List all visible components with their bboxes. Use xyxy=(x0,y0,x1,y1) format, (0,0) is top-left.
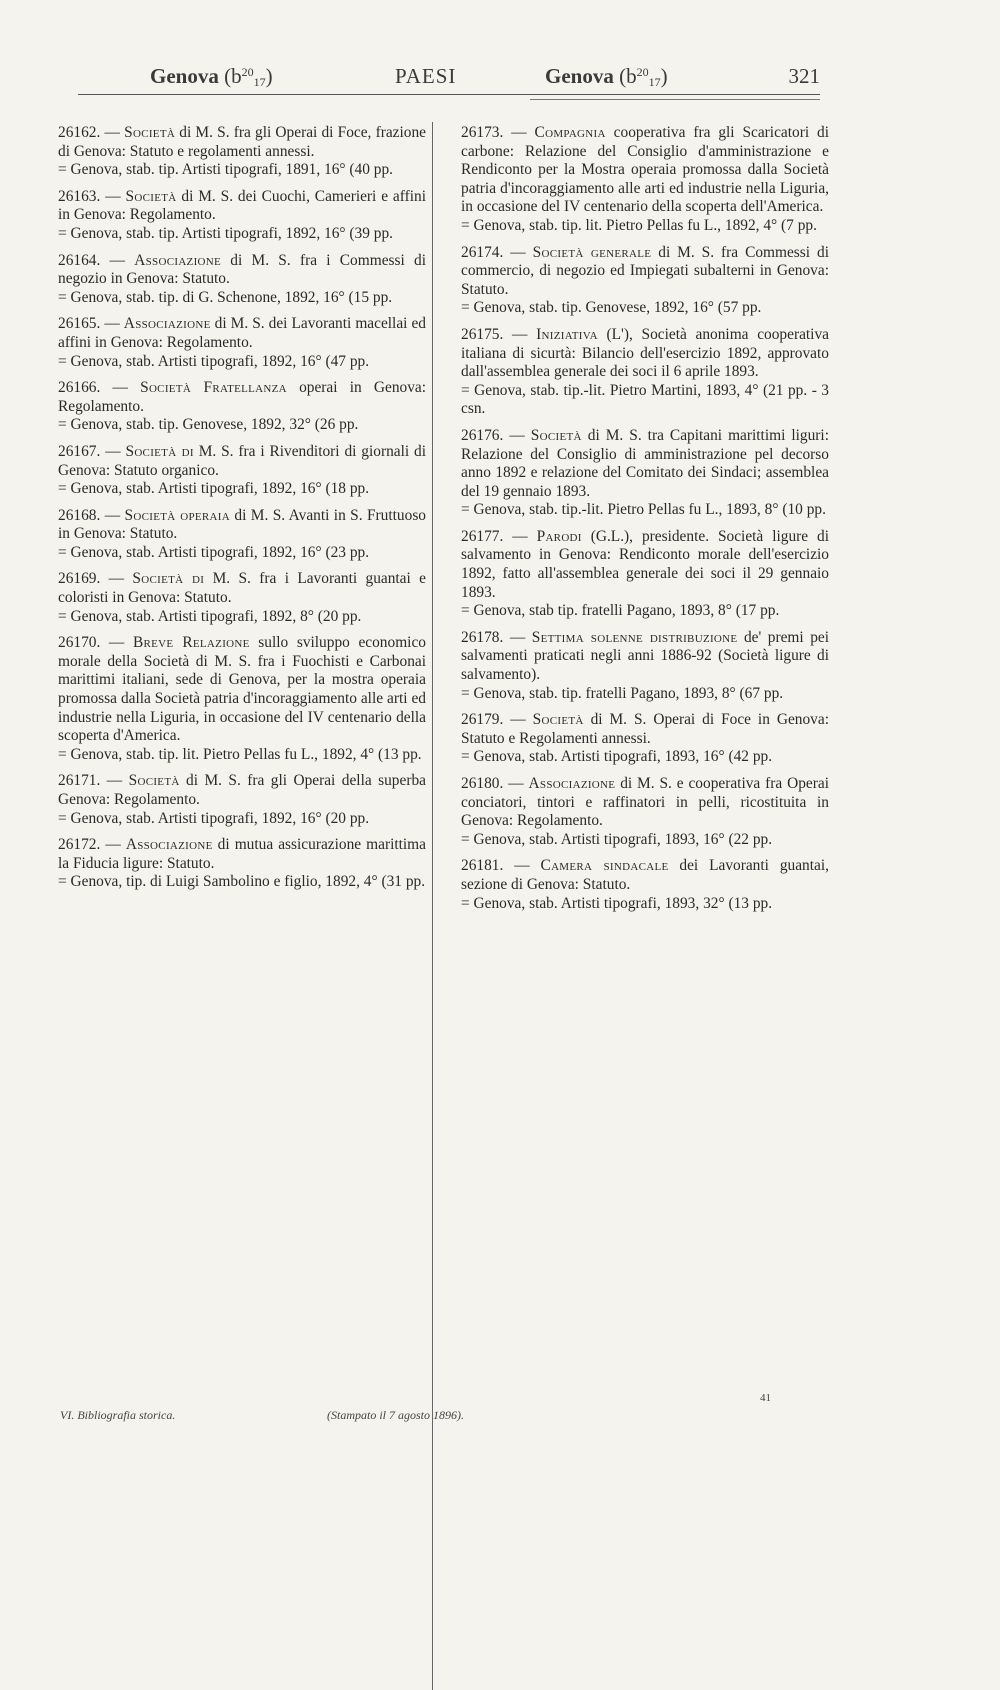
header-rule-secondary xyxy=(530,99,820,100)
bibliography-entry xyxy=(58,379,426,435)
running-head-right-place: Genova xyxy=(545,64,614,88)
bibliography-entry xyxy=(58,570,426,626)
entry-imprint: = Genova, stab. tip. Genovese, 1892, 32° (26 pp. xyxy=(58,416,359,434)
entry-heading: Associazione xyxy=(528,775,616,792)
entry-title: operai in Genova: Regolamento. xyxy=(58,379,427,415)
entry-title: di M. S. fra Commessi di commercio, di negozio ed Impiegati subalterni in Genova: Statuto. xyxy=(461,243,829,298)
entry-heading: Società xyxy=(124,124,176,141)
entry-title: cooperativa fra gli Scaricatori di carbone: Relazione del Consiglio d'amministrazione e Rendiconto per la Mostra operaia promossa dalla Società patria d'incoraggiamento alle arti ed industrie nella Liguria, in occasione del IV centenario della scoperta dell'America. xyxy=(461,124,829,216)
entry-number: 26172. — xyxy=(58,836,126,854)
bibliography-entry xyxy=(58,507,426,563)
entry-imprint: = Genova, stab. Artisti tipografi, 1892, 16° (47 pp. xyxy=(58,352,370,370)
entry-title: de' premi pei salvamenti praticati negli anni 1886-92 (Società ligure di salvamento). xyxy=(461,628,829,684)
entry-number: 26171. — xyxy=(58,772,129,790)
running-head-right-sup: 20 xyxy=(636,65,649,79)
running-head-right-close: ) xyxy=(660,64,668,88)
bibliography-entry xyxy=(58,772,426,828)
entry-heading: Compagnia xyxy=(534,124,606,141)
entry-imprint: = Genova, tip. di Luigi Sambolino e figlio, 1892, 4° (31 pp. xyxy=(58,873,426,891)
entry-heading: Società xyxy=(530,426,582,444)
entry-number: 26170. — xyxy=(58,634,133,652)
entry-imprint: = Genova, stab. Artisti tipografi, 1893, 16° (42 pp. xyxy=(461,748,773,766)
entry-title: di M. S. fra i Commessi di negozio in Genova: Statuto. xyxy=(58,251,426,288)
entry-title: sullo sviluppo economico morale della Società di M. S. fra i Fuochisti e Carbonai marittimi italiani, sede di Genova, per la mostra operaia promossa dalla Società patria d'incoraggiamento alle arti ed industrie nella Liguria, in occasione del IV centenario della scoperta d'America. xyxy=(58,634,426,745)
entry-heading: Associazione xyxy=(123,315,211,333)
entry-heading: Settima solenne distribuzione xyxy=(531,628,738,646)
entry-title: dei Lavoranti guantai, sezione di Genova: Statuto. xyxy=(461,857,829,893)
entry-heading: Associazione xyxy=(134,251,222,269)
entry-heading: Società operaia xyxy=(124,506,230,524)
entry-title: di M. S. fra gli Operai della superba Genova: Regolamento. xyxy=(58,772,426,808)
footer-series: VI. Bibliografia storica. xyxy=(60,1408,176,1422)
bibliography-entry xyxy=(58,252,426,308)
bibliography-entry xyxy=(461,711,829,767)
entry-imprint: = Genova, stab. tip. lit. Pietro Pellas fu L., 1892, 4° (7 pp. xyxy=(461,216,817,234)
entry-imprint: = Genova, stab. Artisti tipografi, 1892, 8° (20 pp. xyxy=(58,607,362,625)
entry-imprint: = Genova, stab. tip.-lit. Pietro Pellas fu L., 1893, 8° (10 pp. xyxy=(461,501,826,519)
bibliography-entry xyxy=(461,427,829,520)
entry-title: di M. S. tra Capitani marittimi liguri: Relazione del Consiglio di amministrazione pel decorso anno 1892 e relazione del Comitato dei Sindaci; assemblea del 19 gennaio 1893. xyxy=(461,426,829,500)
bibliography-entry xyxy=(58,836,426,892)
entry-number: 26174. — xyxy=(461,243,533,261)
entry-heading: Società di xyxy=(125,442,194,460)
entry-number: 26169. — xyxy=(58,570,133,588)
bibliography-entry xyxy=(461,244,829,318)
running-head-left-close: ) xyxy=(265,64,273,88)
entry-heading: Breve Relazione xyxy=(132,634,250,652)
bibliography-entry xyxy=(461,857,829,913)
entry-number: 26166. — xyxy=(58,379,141,397)
signature-mark: 41 xyxy=(760,1392,771,1404)
column-divider xyxy=(432,122,433,1690)
entry-number: 26162. — xyxy=(58,124,125,141)
bibliography-entry xyxy=(58,315,426,371)
entry-imprint: = Genova, stab. Artisti tipografi, 1892, 16° (23 pp. xyxy=(58,543,370,561)
entry-imprint: = Genova, stab. tip. lit. Pietro Pellas fu L., 1892, 4° (13 pp. xyxy=(58,745,422,763)
entry-imprint: = Genova, stab. Artisti tipografi, 1893, 32° (13 pp. xyxy=(461,894,773,912)
entry-title: M. S. fra i Rivenditori di giornali di Genova: Statuto organico. xyxy=(58,442,426,479)
entry-imprint: = Genova, stab. tip. Artisti tipografi, 1891, 16° (40 pp. xyxy=(58,161,394,179)
entry-heading: Società di xyxy=(132,570,205,588)
entry-heading: Camera sindacale xyxy=(540,857,669,875)
running-head-left-sub: 17 xyxy=(253,75,266,89)
right-column xyxy=(461,124,829,921)
entry-number: 26176. — xyxy=(461,426,531,444)
running-head-left-code: (b xyxy=(218,64,242,88)
entry-number: 26168. — xyxy=(58,506,125,524)
bibliography-entry xyxy=(461,629,829,703)
entry-title: (L'), Società anonima cooperativa italiana di sicurtà: Bilancio dell'esercizio 1892, approvato dall'assemblea generale dei soci il 6 aprile 1893. xyxy=(461,325,829,381)
entry-title: di M. S. Operai di Foce in Genova: Statuto e Regolamenti annessi. xyxy=(461,711,829,747)
bibliography-entry xyxy=(461,528,829,621)
entry-imprint: = Genova, stab. tip.-lit. Pietro Martini, 1893, 4° (21 pp. - 3 csn. xyxy=(461,381,829,418)
entry-number: 26167. — xyxy=(58,442,126,460)
bibliography-entry xyxy=(58,188,426,244)
running-head-right xyxy=(545,62,668,90)
entry-number: 26165. — xyxy=(58,315,124,333)
running-head-section: PAESI xyxy=(395,64,457,88)
entry-imprint: = Genova, stab. Artisti tipografi, 1892, 16° (18 pp. xyxy=(58,480,370,498)
running-head-left-place: Genova xyxy=(150,64,219,88)
entry-imprint: = Genova, stab. tip. Artisti tipografi, 1892, 16° (39 pp. xyxy=(58,224,394,242)
entry-number: 26179. — xyxy=(461,711,533,729)
entry-title: di M. S. dei Lavoranti macellai ed affini in Genova: Regolamento. xyxy=(58,315,426,351)
running-head-left-sup: 20 xyxy=(241,65,254,79)
entry-number: 26164. — xyxy=(58,251,135,269)
entry-heading: Parodi xyxy=(536,527,582,545)
running-head-left xyxy=(150,62,273,90)
entry-title: (G.L.), presidente. Società ligure di salvamento in Genova: Rendiconto morale dell'esercizio 1892, fatto all'assemblea generale dei soci il 29 gennaio 1893. xyxy=(461,527,829,601)
entry-imprint: = Genova, stab tip. fratelli Pagano, 1893, 8° (17 pp. xyxy=(461,602,780,620)
entry-heading: Società xyxy=(532,711,584,729)
entry-number: 26173. — xyxy=(461,124,535,141)
entry-heading: Associazione xyxy=(125,836,213,854)
page-number: 321 xyxy=(788,64,820,88)
running-head xyxy=(150,62,820,90)
bibliography-entry xyxy=(58,124,426,180)
entry-number: 26178. — xyxy=(461,628,532,646)
entry-imprint: = Genova, stab. tip. di G. Schenone, 1892, 16° (15 pp. xyxy=(58,288,393,306)
bibliography-entry xyxy=(461,775,829,849)
entry-imprint: = Genova, stab. Artisti tipografi, 1892, 16° (20 pp. xyxy=(58,809,370,827)
bibliography-entry xyxy=(461,124,829,236)
entry-number: 26180. — xyxy=(461,775,529,792)
entry-title: di M. S. dei Cuochi, Camerieri e affini in Genova: Regolamento. xyxy=(58,187,426,224)
bibliography-entry xyxy=(461,326,829,419)
page-footer xyxy=(60,1392,780,1432)
entry-number: 26177. — xyxy=(461,527,537,545)
entry-number: 26175. — xyxy=(461,325,537,343)
running-head-right-sub: 17 xyxy=(648,75,661,89)
bibliography-entry xyxy=(58,634,426,764)
entry-imprint: = Genova, stab. tip. Genovese, 1892, 16° (57 pp. xyxy=(461,299,762,317)
left-column xyxy=(58,124,426,900)
footer-printed-date: (Stampato il 7 agosto 1896). xyxy=(327,1408,464,1422)
entry-number: 26163. — xyxy=(58,187,126,205)
header-rule xyxy=(78,94,820,95)
entry-heading: Società xyxy=(125,187,177,205)
entry-imprint: = Genova, stab. Artisti tipografi, 1893, 16° (22 pp. xyxy=(461,830,773,848)
entry-heading: Iniziativa xyxy=(536,325,598,343)
entry-heading: Società Fratellanza xyxy=(140,379,287,397)
entry-title: di M. S. fra gli Operai di Foce, frazione di Genova: Statuto e regolamenti annessi. xyxy=(58,124,426,160)
entry-title: M. S. fra i Lavoranti guantai e coloristi in Genova: Statuto. xyxy=(58,570,426,607)
entry-heading: Società xyxy=(128,772,180,790)
entry-number: 26181. — xyxy=(461,857,541,875)
entry-title: di mutua assicurazione marittima la Fiducia ligure: Statuto. xyxy=(58,836,426,872)
entry-title: di M. S. e cooperativa fra Operai conciatori, tintori e raffinatori in pelli, ricostituita in Genova: Regolamento. xyxy=(461,775,829,830)
entry-imprint: = Genova, stab. tip. fratelli Pagano, 1893, 8° (67 pp. xyxy=(461,684,784,702)
running-head-right-code: (b xyxy=(613,64,637,88)
entry-title: di M. S. Avanti in S. Fruttuoso in Genova: Statuto. xyxy=(58,506,426,543)
bibliography-entry xyxy=(58,443,426,499)
entry-heading: Società generale xyxy=(532,243,652,261)
